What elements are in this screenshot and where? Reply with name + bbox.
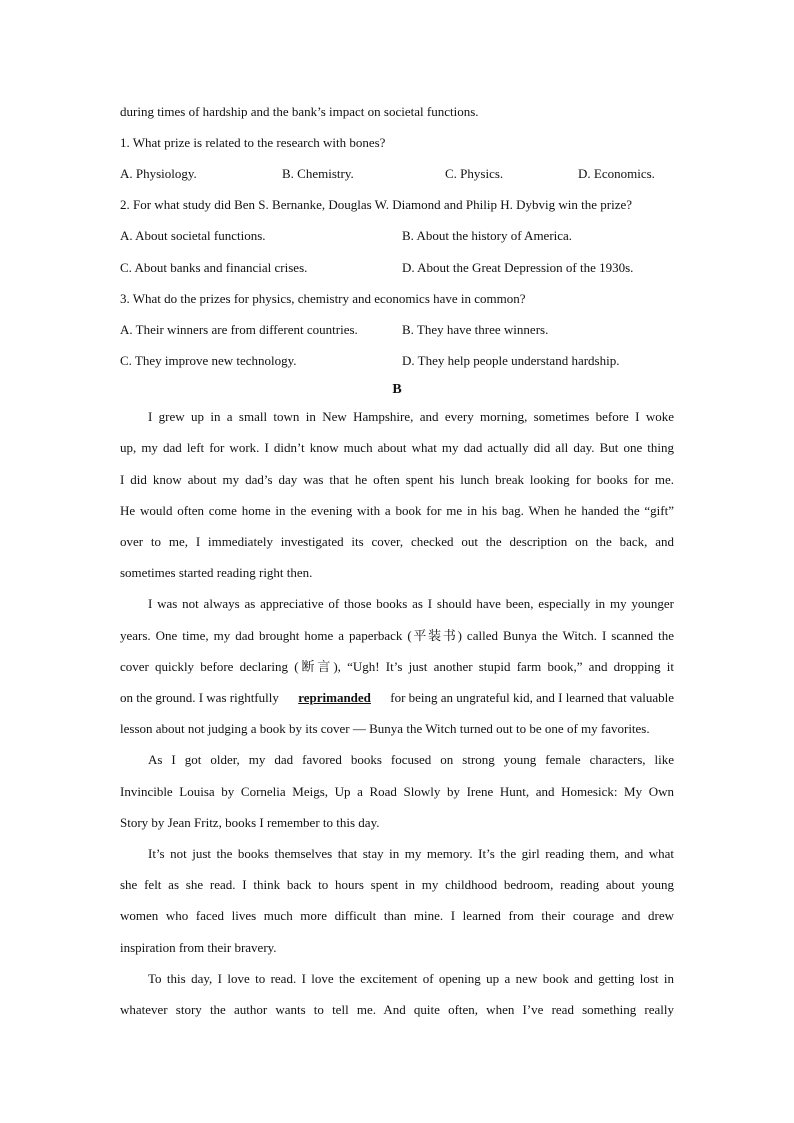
paragraph-line: It’s not just the books themselves that stay in my memory. It’s the girl reading them, and what (148, 846, 674, 861)
paragraph-line: years. One time, my dad brought home a paperback (平装书) called Bunya the Witch. I scanned the (120, 628, 674, 643)
paragraph-line: Story by Jean Fritz, books I remember to this day. (120, 815, 380, 830)
question-1-stem: 1. What prize is related to the research with bones? (120, 135, 386, 150)
question-1-option-a: A. Physiology. (120, 166, 197, 181)
paragraph-line: inspiration from their bravery. (120, 940, 277, 955)
paragraph-line: I grew up in a small town in New Hampshire, and every morning, sometimes before I woke (148, 409, 674, 424)
line-segment: for being an ungrateful kid, and I learned that valuable (390, 690, 674, 705)
question-3-option-a: A. Their winners are from different countries. (120, 322, 358, 337)
question-3-option-d: D. They help people understand hardship. (402, 353, 620, 368)
paragraph-line: up, my dad left for work. I didn’t know much about what my dad actually did all day. But one thing (120, 440, 674, 455)
question-2-option-a: A. About societal functions. (120, 228, 266, 243)
paragraph-line: lesson about not judging a book by its cover — Bunya the Witch turned out to be one of my favorites. (120, 721, 650, 736)
paragraph-line: He would often come home in the evening with a book for me in his bag. When he handed the “gift” (120, 503, 674, 518)
question-2-option-c: C. About banks and financial crises. (120, 260, 308, 275)
section-b-heading: B (392, 382, 402, 397)
paragraph-line: I was not always as appreciative of those books as I should have been, especially in my younger (148, 596, 674, 611)
paragraph-line: women who faced lives much more difficult than mine. I learned from their courage and drew (120, 908, 674, 923)
paragraph-line: over to me, I immediately investigated its cover, checked out the description on the back, and (120, 534, 674, 549)
paragraph-line: cover quickly before declaring (断言), “Ugh! It’s just another stupid farm book,” and dropping it (120, 659, 674, 674)
paragraph-line: sometimes started reading right then. (120, 565, 313, 580)
question-1-option-c: C. Physics. (445, 166, 504, 181)
paragraph-line: I did know about my dad’s day was that he often spent his lunch break looking for books for me. (120, 472, 674, 487)
question-2-stem: 2. For what study did Ben S. Bernanke, Douglas W. Diamond and Philip H. Dybvig win the prize? (120, 197, 633, 212)
line-segment: on the ground. I was rightfully (120, 690, 279, 705)
question-1-option-d: D. Economics. (578, 166, 655, 181)
paragraph-line: she felt as she read. I think back to hours spent in my childhood bedroom, reading about young (120, 877, 674, 892)
question-2-option-d: D. About the Great Depression of the 1930s. (402, 260, 634, 275)
paragraph-line: As I got older, my dad favored books focused on strong young female characters, like (148, 752, 674, 767)
underlined-word-reprimanded: reprimanded (298, 690, 371, 705)
question-1-option-b: B. Chemistry. (282, 166, 354, 181)
paragraph-line: whatever story the author wants to tell me. And quite often, when I’ve read something really (120, 1002, 674, 1017)
question-3-option-b: B. They have three winners. (402, 322, 549, 337)
question-3-option-c: C. They improve new technology. (120, 353, 297, 368)
paragraph-line: To this day, I love to read. I love the excitement of opening up a new book and getting lost in (148, 971, 674, 986)
question-3-stem: 3. What do the prizes for physics, chemistry and economics have in common? (120, 291, 526, 306)
paragraph-line: Invincible Louisa by Cornelia Meigs, Up a Road Slowly by Irene Hunt, and Homesick: My Own (120, 784, 674, 799)
paragraph-line (120, 690, 674, 706)
passage-a-tail: during times of hardship and the bank’s impact on societal functions. (120, 104, 479, 119)
question-2-option-b: B. About the history of America. (402, 228, 573, 243)
